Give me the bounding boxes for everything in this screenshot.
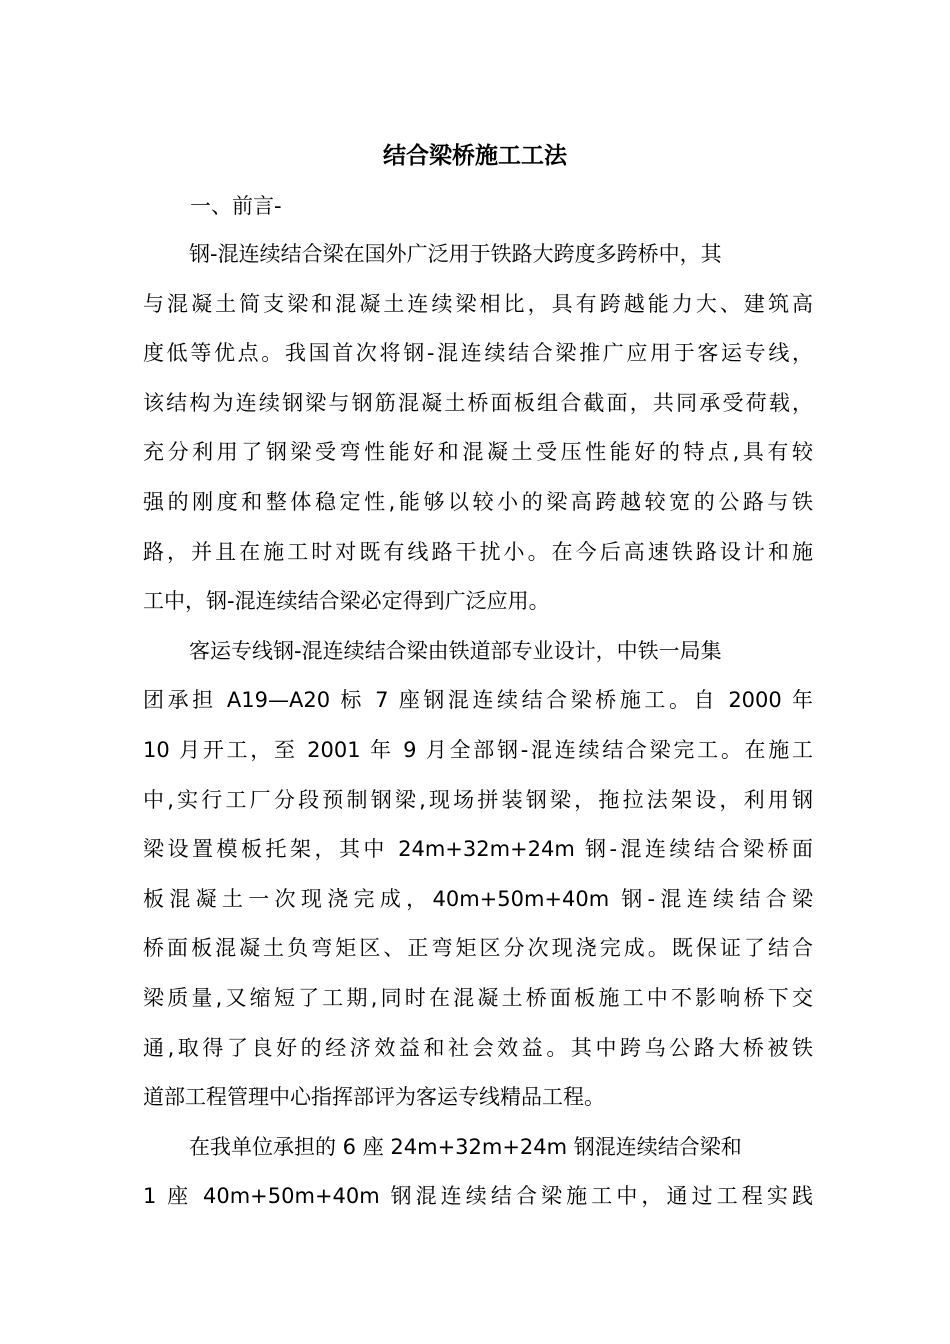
- text-line: 通,取得了良好的经济效益和社会效益。其中跨乌公路大桥被铁: [143, 1035, 813, 1060]
- text-line: 梁质量,又缩短了工期,同时在混凝土桥面板施工中不影响桥下交: [143, 985, 813, 1010]
- text-line: 该结构为连续钢梁与钢筋混凝土桥面板组合截面，共同承受荷载，: [143, 390, 813, 415]
- text-line: 1 座 40m+50m+40m 钢混连续结合梁施工中，通过工程实践: [143, 1184, 813, 1209]
- text-line: 道部工程管理中心指挥部评为客运专线精品工程。: [143, 1085, 605, 1110]
- text-line: 钢-混连续结合梁在国外广泛用于铁路大跨度多跨桥中，其: [189, 242, 722, 266]
- section-heading-preface: 一、前言-: [190, 194, 282, 218]
- text-line: 团承担 A19—A20 标 7 座钢混连续结合梁桥施工。自 2000 年: [143, 688, 813, 713]
- body-text: [143, 236, 813, 1228]
- text-line: 充分利用了钢梁受弯性能好和混凝土受压性能好的特点,具有较: [143, 440, 813, 465]
- text-line: 客运专线钢-混连续结合梁由铁道部专业设计，中铁一局集: [189, 638, 722, 663]
- text-line: 板混凝土一次现浇完成，40m+50m+40m 钢-混连续结合梁: [143, 886, 813, 911]
- text-line: 梁设置模板托架，其中 24m+32m+24m 钢-混连续结合梁桥面: [143, 837, 813, 862]
- text-line: 中,实行工厂分段预制钢梁,现场拼装钢梁，拖拉法架设，利用钢: [143, 787, 813, 812]
- text-line: 与混凝土简支梁和混凝土连续梁相比，具有跨越能力大、建筑高: [143, 291, 813, 316]
- text-line: 10 月开工，至 2001 年 9 月全部钢-混连续结合梁完工。在施工: [143, 737, 813, 762]
- text-line: 工中，钢-混连续结合梁必定得到广泛应用。: [143, 589, 550, 614]
- text-line: 在我单位承担的 6 座 24m+32m+24m 钢混连续结合梁和: [189, 1134, 742, 1159]
- text-line: 强的刚度和整体稳定性,能够以较小的梁高跨越较宽的公路与铁: [143, 489, 813, 514]
- document-title: 结合梁桥施工工法: [383, 143, 567, 169]
- text-line: 路，并且在施工时对既有线路干扰小。在今后高速铁路设计和施: [143, 539, 813, 564]
- text-line: 度低等优点。我国首次将钢-混连续结合梁推广应用于客运专线，: [143, 341, 813, 366]
- text-line: 桥面板混凝土负弯矩区、正弯矩区分次现浇完成。既保证了结合: [143, 936, 813, 961]
